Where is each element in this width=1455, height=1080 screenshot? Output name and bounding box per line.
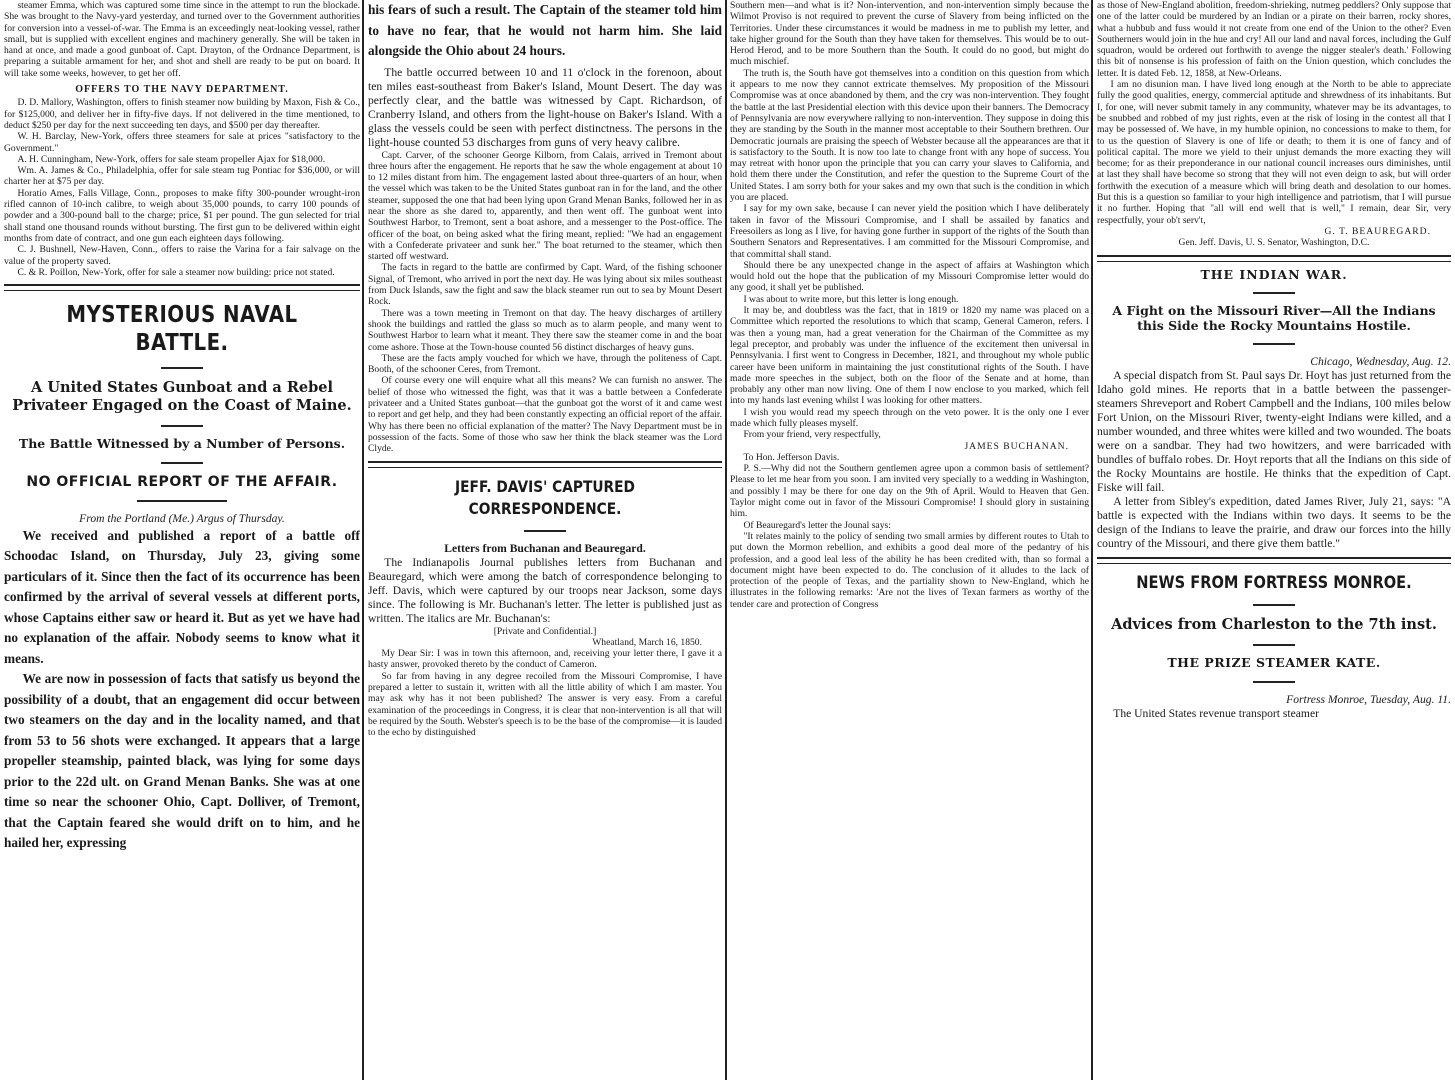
quote-continued: as those of New-England abolition, freedom-shrieking, nutmeg peddlers? Only suppose that one of the latter could be murdered by an Indian or a pirate on their barren, rocky shores, what a hubbub and fuss would it not create from one end of the Union to the other? Even Southerners would join in the hue and cry! All our land and naval forces, including the Gulf squadron, would be ordered out forthwith to avenge the nigger stealer's death.' Following this bit of nonsense is his profession of faith on the Union question, which concludes the letter. It is dated Feb. 12, 1858, at New-Orleans. <box>1097 0 1451 79</box>
headline-dash <box>161 367 203 369</box>
offer-item: W. H. Barclay, New-York, offers three steamers for sale at prices "satisfactory to the Government." <box>4 131 360 154</box>
headline-dash <box>137 500 227 502</box>
letter-paragraph: The truth is, the South have got themselves into a condition on this question from which it appears to me now they cannot extricate themselves. My proposition of the Missouri Compromise was at once abandoned by them, and the cry was non-intervention. They fought the battle at the last Presidential election with this device upon their banners. The Democracy of Pennsylvania are now everywhere rallying to non-intervention. They suppose in doing this they are standing by the South in the manner most acceptable to their Southern brethren. Our Democratic journals are praising the speech of Webster because all the appearances are that it is satisfactory to the South. It is now too late to change front with any hope of success. You may retreat with honor upon the principle that you can carry your slaves to California, and hold them there under the Constitution, and refer the question to the Supreme Court of the United States. I am sorry both for your sakes and my own that such is the condition in which you are placed. <box>730 67 1089 204</box>
headline-jeff-davis-correspondence: JEFF. DAVIS' CAPTURED CORRESPONDENCE. <box>455 476 635 518</box>
battle-paragraph: The battle occurred between 10 and 11 o'clock in the forenoon, about ten miles east-southeast from Baker's Island, Mount Desert. The day was perfectly clear, and the battle was witnessed by Capt. Richardson, of Cranberry Island, and others from the light-house on Baker's Island. With a glass the vessels could be seen with perfect distinctness. The persons in the light-house counted 53 discharges from guns of very heavy calibre. <box>368 65 722 149</box>
section-divider <box>1097 557 1451 564</box>
headline-indian-war: THE INDIAN WAR. <box>1200 266 1348 282</box>
letter-paragraph: I was about to write more, but this letter is long enough. <box>743 293 959 305</box>
deck-gunboat-privateer: A United States Gunboat and a Rebel Privateer Engaged on the Coast of Maine. <box>12 379 352 415</box>
continued-paragraph: his fears of such a result. The Captain of the steamer told him to have no fear, that he would not harm him. She laid alongside the Ohio about 24 hours. <box>368 2 722 58</box>
section-divider <box>4 284 360 291</box>
offer-item: C. J. Bushnell, New-Haven, Conn., offers to raise the Varina for a fair salvage on the value of the property saved. <box>4 244 360 267</box>
section-divider <box>1097 255 1451 262</box>
letter-dateline: Wheatland, March 16, 1850. <box>592 636 702 648</box>
body-paragraph: We received and published a report of a battle off Schoodac Island, on Thursday, July 23, giving some particulars of it. Since then the fact of its occurrence has been confirmed by the arrival of several vessels at different ports, whose Captains either saw or heard it. But as yet we have had no explanation of the affair. Nobody seems to know what it means. <box>4 527 360 666</box>
deck-charleston: Advices from Charleston to the 7th inst. <box>1111 616 1437 634</box>
beauregard-intro: Of Beauregard's letter the Jounal says: <box>743 519 891 531</box>
body-paragraph: We are now in possession of facts that satisfy us beyond the possibility of a doubt, that an engagement did occur between two steamers on the day and in the locality named, and that from 53 to 56 shots were exchanged. It appears that a large propeller steamship, painted black, was lying for some days prior to the 22d ult. on Grand Menan Banks. She was at one time so near the schooner Ohio, Capt. Dolliver, of Tremont, that the Captain feared she would drift on to him, and he hailed her, expressing <box>4 671 360 851</box>
deck-no-official-report: NO OFFICIAL REPORT OF THE AFFAIR. <box>26 473 338 490</box>
battle-paragraph: The facts in regard to the battle are confirmed by Capt. Ward, of the fishing schooner Signal, of Tremont, who arrived in port the next day. He was lying about six miles southeast from Duck Islands, saw the fight and saw the black steamer run out to sea by Mount Desert Rock. <box>368 262 722 308</box>
headline-dash <box>1253 681 1295 683</box>
fortress-dateline: Fortress Monroe, Tuesday, Aug. 11. <box>1286 692 1451 706</box>
postscript: P. S.—Why did not the Southern gentlemen agree upon a common basis of settlement? Please to let me hear from you soon. I am invited very specially to a wedding in Washington, and possibly I may be there for one day on the 9th of April. Would to Heaven that Gen. Taylor might come out in favor of the Missouri Compromise! I should glory in sustaining him. <box>730 463 1089 520</box>
headline-dash <box>1253 343 1295 345</box>
beauregard-quote: "It relates mainly to the policy of sending two small armies by different routes to Utah to put down the Mormon rebellion, and exhibits a good deal more of the pedantry of his profession, and a good leal less of the ability he has been credited with, than so formal a document might have been expected to do. The conclusion of it alludes to the lack of protection of the people of Texas, and the partiality shown to New-England, which he illustrates in the following remarks: 'Are not the lives of Texan farmers as worthy of the tender care and protection of Congress <box>730 530 1089 610</box>
headline-dash <box>1253 604 1295 606</box>
letter-paragraph: Should there be any unexpected change in the aspect of affairs at Washington which would hold out the hope that the publication of my Missouri Compromise letter would do any good, it shall yet be published. <box>730 259 1089 294</box>
source-line: From the Portland (Me.) Argus of Thursday. <box>79 511 285 525</box>
letter-paragraph: So far from having in any degree recoiled from the Missouri Compromise, I have prepared a letter to sustain it, written with all the little ability of which I am master. You may ask why has it not been published? The answer is very easy. From a careful examination of the proceedings in Congress, it is clear that non-intervention is all that will be required by the South. Webster's speech is to be the base of the compromise—it is lauded to the echo by distinguished <box>368 670 722 739</box>
battle-paragraph: There was a town meeting in Tremont on that day. The heavy discharges of artillery shook the buildings and rattled the glass so much as to alarm people, and many went to Southwest Harbor to learn what it meant. They there saw the steamer come in and the boat come ashore. Those at the Town-house counted 56 distinct discharges of heavy guns. <box>368 307 722 353</box>
deck-battle-witnessed: The Battle Witnessed by a Number of Persons. <box>18 436 346 452</box>
letter-paragraph: My Dear Sir: I was in town this afternoon, and, receiving your letter there, I gave it a hasty answer, provoked thereto by the conduct of Cameron. <box>368 648 722 671</box>
headline-fortress-monroe: NEWS FROM FORTRESS MONROE. <box>1136 573 1412 594</box>
letter-paragraph: I wish you would read my speech through on the veto power. It is the only one I ever made which fully pleases myself. <box>730 406 1089 429</box>
headline-dash <box>161 462 203 464</box>
intro-paragraph: The Indianapolis Journal publishes letters from Buchanan and Beauregard, which were among the batch of correspondence belonging to Jeff. Davis, which were captured by our troops near Jackson, some days since. The following is Mr. Buchanan's letter. The letter is published just as written. The italics are Mr. Buchanan's: <box>368 555 722 625</box>
letter-paragraph: It may be, and doubtless was the fact, that in 1819 or 1820 my name was placed on a Committee which reported the resolutions to which that scamp, General Cameron, refers. I was then a young man, had a great veneration for the Chairman of the Committee as my legal preceptor, and probably was under the influence of the excitement then universal in Pennsylvania. I first went to Congress in December, 1821, and throughout my whole public career have been uniform in maintaining the just constitutional rights of the South. I have made more speeches in the subject, both on the floor of the Senate and at home, than probably any other man now living. One of them I now enclose to you marked, which fell into my hands last evening whilst I was looking for other matters. <box>730 305 1089 407</box>
column-1 <box>0 0 364 1080</box>
letter-paragraph: I say for my own sake, because I can never yield the position which I have deliberately taken in favor of the Missouri Compromise, and I shall be assailed by fanatics and Freesoilers as long as I live, for having gone further in support of the rights of the South than Southern Senators and Representatives. I am committed for the Missouri Compromise, and that committal shall stand. <box>730 203 1089 260</box>
column-3 <box>726 0 1093 1080</box>
letter-paragraph: Southern men—and what is it? Non-intervention, and non-intervention simply because the Wilmot Proviso is not required to prevent the curse of Slavery from being inflicted on the Territories. Under these circumstances it would be madness in me to publish my letter, and take higher ground for the South than they have taken for themselves. This would be to out-Herod Herod, and to be more Southern than the South. It could do no good, but might do much mischief. <box>730 0 1089 68</box>
indian-dateline: Chicago, Wednesday, Aug. 12. <box>1310 355 1451 369</box>
indian-paragraph: A special dispatch from St. Paul says Dr. Hoyt has just returned from the Idaho gold mines. He reports that in a battle between the passenger-steamers Shreveport and Robert Campbell and the Indians, 100 miles below Fort Union, on the Missouri River, twenty-eight Indians were killed, and a number wounded, and three whites were killed and two wounded. The boats were on a sandbar. They had two howitzers, and were barricaded with bundles of buffalo robes. Dr. Hoyt reports that all the Indians on this side of the Rocky Mountains are hostile. He thinks that the expedition of Capt. Fiske will fail. <box>1097 369 1451 495</box>
indian-paragraph: A letter from Sibley's expedition, dated James River, July 21, says: "A battle is expected with the Indians within two days. It seems to be the design of the Indians to leave the prairie, and draw our forces into the hilly country of the Missouri, and there give them battle." <box>1097 495 1451 551</box>
offers-heading: OFFERS TO THE NAVY DEPARTMENT. <box>75 84 289 96</box>
signature-buchanan: JAMES BUCHANAN. <box>964 440 1069 452</box>
emma-paragraph: steamer Emma, which was captured some time since in the attempt to run the blockade. She was brought to the Navy-yard yesterday, and turned over to the Government authorities for conversion into a vessel-of-war. The Emma is an exceedingly neat-looking vessel, rather small, but is supplied with excellent engines and machinery generally. She will be taken in hand at once, and made a good gunboat of. Capt. Drayton, of the Ordnance Department, is preparing a suitable armament for her, and shot and shell are ready to be put on board. It will take some weeks, however, to get her off. <box>4 0 360 79</box>
signature-beauregard: G. T. BEAUREGARD. <box>1324 225 1431 237</box>
headline-dash <box>1253 644 1295 646</box>
deck-missouri-river: A Fight on the Missouri River—All the Indians this Side the Rocky Mountains Hostile. <box>1112 303 1436 333</box>
offer-item: A. H. Cunningham, New-York, offers for sale steam propeller Ajax for $18,000. <box>17 153 326 165</box>
headline-mysterious-naval-battle: MYSTERIOUS NAVAL BATTLE. <box>66 302 298 357</box>
letter-closing: From your friend, very respectfully, <box>743 429 881 441</box>
offer-item: C. & R. Poillon, New-York, offer for sale a steamer now building: price not stated. <box>17 266 335 278</box>
headline-prize-steamer-kate: THE PRIZE STEAMER KATE. <box>1167 655 1381 671</box>
letter-recipient: To Hon. Jefferson Davis. <box>743 451 840 463</box>
headline-dash <box>161 425 203 427</box>
headline-dash <box>524 530 566 532</box>
signature-recipient: Gen. Jeff. Davis, U. S. Senator, Washington, D.C. <box>1178 237 1370 249</box>
battle-paragraph: These are the facts amply vouched for which we have, through the politeness of Capt. Booth, of the schooner Ceres, from Tremont. <box>368 352 722 376</box>
column-2 <box>364 0 726 1080</box>
column-4 <box>1093 0 1455 1080</box>
offer-item: Horatio Ames, Falls Village, Conn., proposes to make fifty 300-pounder wrought-iron rifled cannon of 10-inch calibre, to weigh about 35,000 pounds, to carry 100 pounds of powder and a 300-pound ball to the charge; price, $1 per pound. The gun selected for trial shall stand one thousand rounds without bursting. The first gun to be delivered within eight months from date of contract, and one gun each eighteen days following. <box>4 187 360 244</box>
battle-paragraph: Of course every one will enquire what all this means? We can furnish no answer. The belief of those who witnessed the fight, was that it was a battle between a Confederate privateer and a United States gunboat—that the gunboat got the worst of it and came west to report and get help, and they had been constantly expecting an official report of the affair. Why has there been no official explanation of the matter? The Navy Department must be in possession of the facts. Some of those who saw her think the black steamer was the Lord Clyde. <box>368 375 722 455</box>
offer-item: D. D. Mallory, Washington, offers to finish steamer now building by Maxon, Fish & Co., for $125,000, and deliver her in fifty-five days. If not delivered in the time mentioned, to deduct $250 per day for the next succeeding ten days, and $500 per day thereafter. <box>4 97 360 131</box>
offer-item: Wm. A. James & Co., Philadelphia, offer for sale steam tug Pontiac for $36,000, or will charter her at $75 per day. <box>4 165 360 188</box>
battle-paragraph: Capt. Carver, of the schooner George Kilborn, from Calais, arrived in Tremont about three hours after the engagement. He reports that he saw the whole engagement at about 10 to 12 miles distant from him. The engagement lasted about three-quarters of an hour, when the vessel which was taken to be the United States gunboat ran in for the land, and the other steamer, supposed the one that had been lying upon Grand Menan Banks, followed her in as near the shore as she dared to, apparently, and then went off. The gunboat went into Southwest Harbor, to Tremont, sent a boat ashore, and a messenger to the Post-office. The officer of the boat, on being asked what the firing meant, replied: "We had an engagement with a Confederate privateer and sunk her." The boat returned to the steamer, which then started off westward. <box>368 149 722 263</box>
private-confidential-line: [Private and Confidential.] <box>493 625 597 637</box>
deck-buchanan-beauregard: Letters from Buchanan and Beauregard. <box>444 541 646 555</box>
section-divider <box>368 461 722 468</box>
headline-dash <box>1253 292 1295 294</box>
fortress-paragraph: The United States revenue transport steamer <box>1113 706 1319 720</box>
beauregard-letter: I am no disunion man. I have lived long enough at the North to be able to appreciate fully the good qualities, energy, commercial aptitude and shrewdness of its inhabitants. But I, for one, will never submit tamely in any community, whatever may be its advantages, to be snubbed and robbed of my just rights, even at the risk of losing in the contest all that I may be possessed of. We have, in my humble opinion, no concessions to make to them, for to us the question of Slavery is one of life or death; to them it is one of fancy and of political capital. The more we yield to their unjust demands the more exacting they will become; for as their preponderance in our national council increases ours diminishes, until at last they shall have become so strong that they will not even deign to ask, but will order forthwith the execution of a measure which will bring death and desolation to our homes. But this is a question so familiar to your high intelligence and patriotism, that I will pursue it no further. Hoping that "all will end well that is well," I remain, dear Sir, very respectfully, your ob't serv't, <box>1097 79 1451 226</box>
